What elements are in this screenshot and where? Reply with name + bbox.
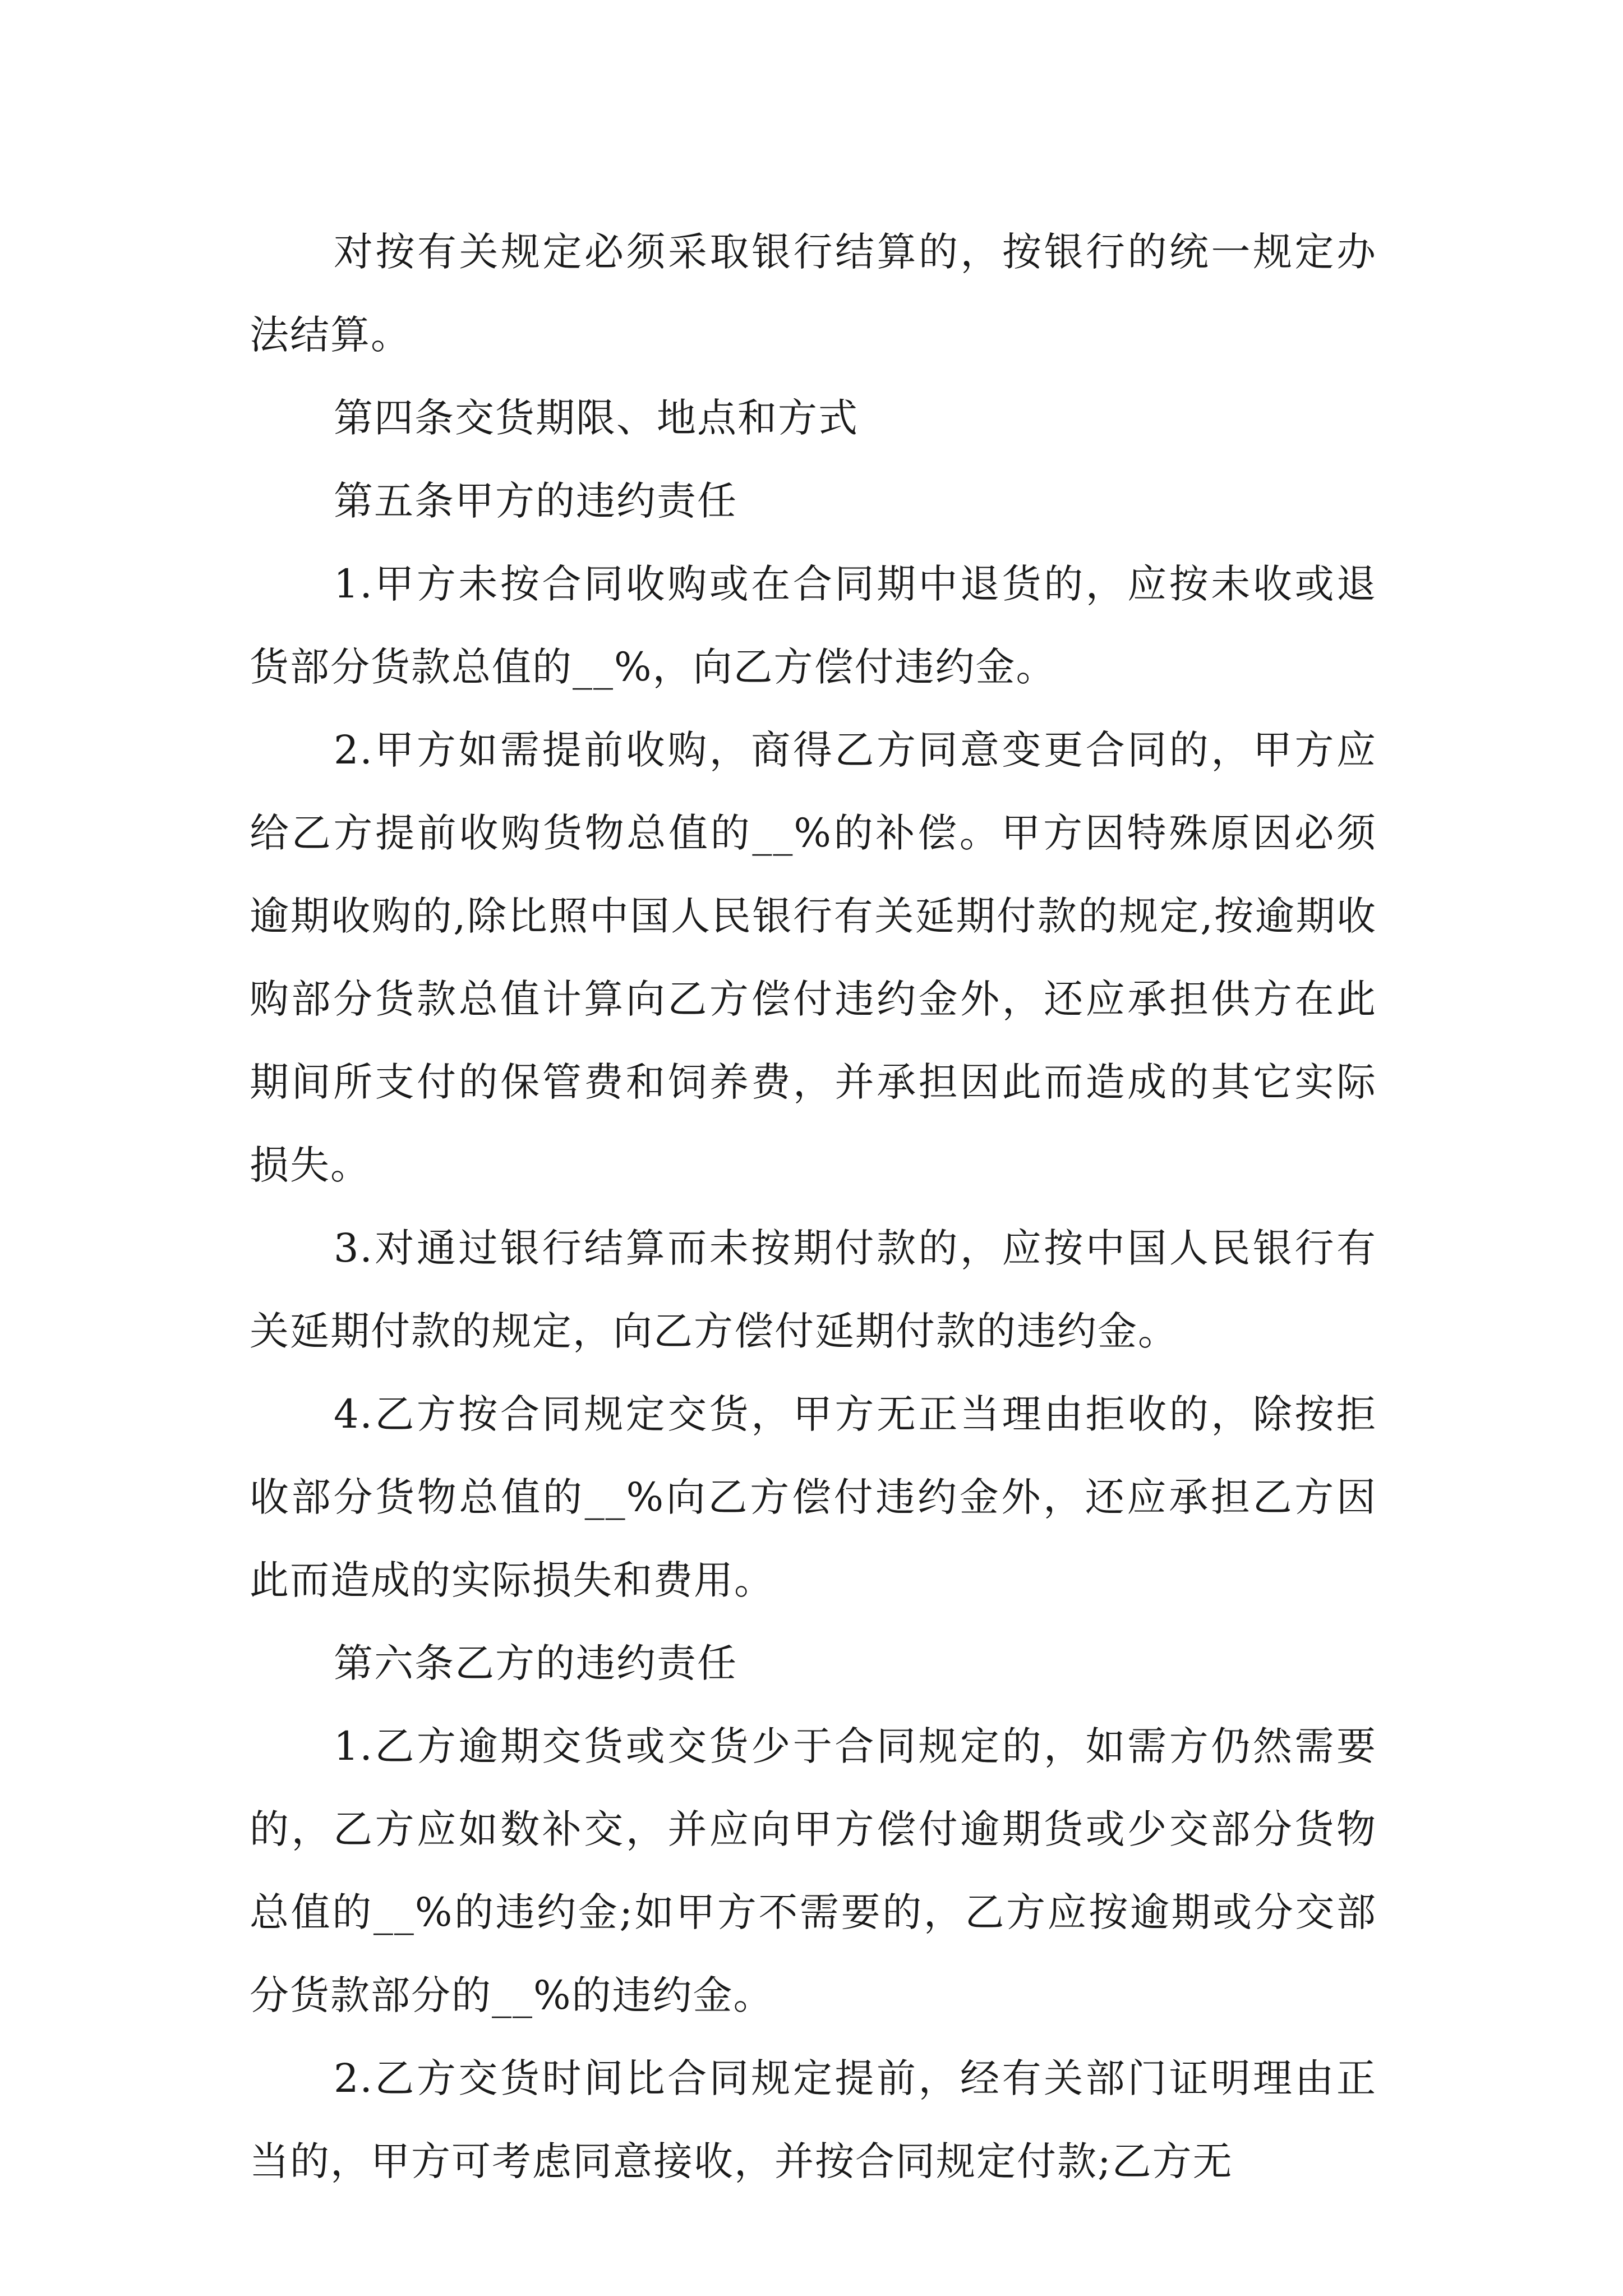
paragraph-5-3: 3.对通过银行结算而未按期付款的，应按中国人民银行有关延期付款的规定，向乙方偿付延期付款的违约金。 bbox=[250, 1225, 1377, 1354]
heading-article-4: 第四条交货期限、地点和方式 bbox=[334, 395, 859, 441]
paragraph-5-4: 4.乙方按合同规定交货，甲方无正当理由拒收的，除按拒收部分货物总值的__%向乙方偿付违约金外，还应承担乙方因此而造成的实际损失和费用。 bbox=[250, 1391, 1377, 1603]
paragraph-5-1: 1.甲方未按合同收购或在合同期中退货的，应按未收或退货部分货款总值的__%，向乙方偿付违约金。 bbox=[250, 561, 1377, 690]
paragraph-6-1: 1.乙方逾期交货或交货少于合同规定的，如需方仍然需要的，乙方应如数补交，并应向甲方偿付逾期货或少交部分货物总值的__%的违约金;如甲方不需要的，乙方应按逾期或分交部分货款部分的__%的违约金。 bbox=[250, 1723, 1377, 2018]
document-body bbox=[250, 210, 1377, 2203]
paragraph-6-2: 2.乙方交货时间比合同规定提前，经有关部门证明理由正当的，甲方可考虑同意接收，并按合同规定付款;乙方无 bbox=[250, 2055, 1377, 2184]
paragraph-settlement: 对按有关规定必须采取银行结算的，按银行的统一规定办法结算。 bbox=[250, 229, 1377, 358]
heading-article-5: 第五条甲方的违约责任 bbox=[334, 478, 737, 524]
paragraph-5-2: 2.甲方如需提前收购，商得乙方同意变更合同的，甲方应给乙方提前收购货物总值的__%的补偿。甲方因特殊原因必须逾期收购的,除比照中国人民银行有关延期付款的规定,按逾期收购部分货款总值计算向乙方偿付违约金外，还应承担供方在此期间所支付的保管费和饲养费，并承担因此而造成的其它实际损失。 bbox=[250, 727, 1377, 1188]
heading-article-6: 第六条乙方的违约责任 bbox=[334, 1640, 737, 1686]
